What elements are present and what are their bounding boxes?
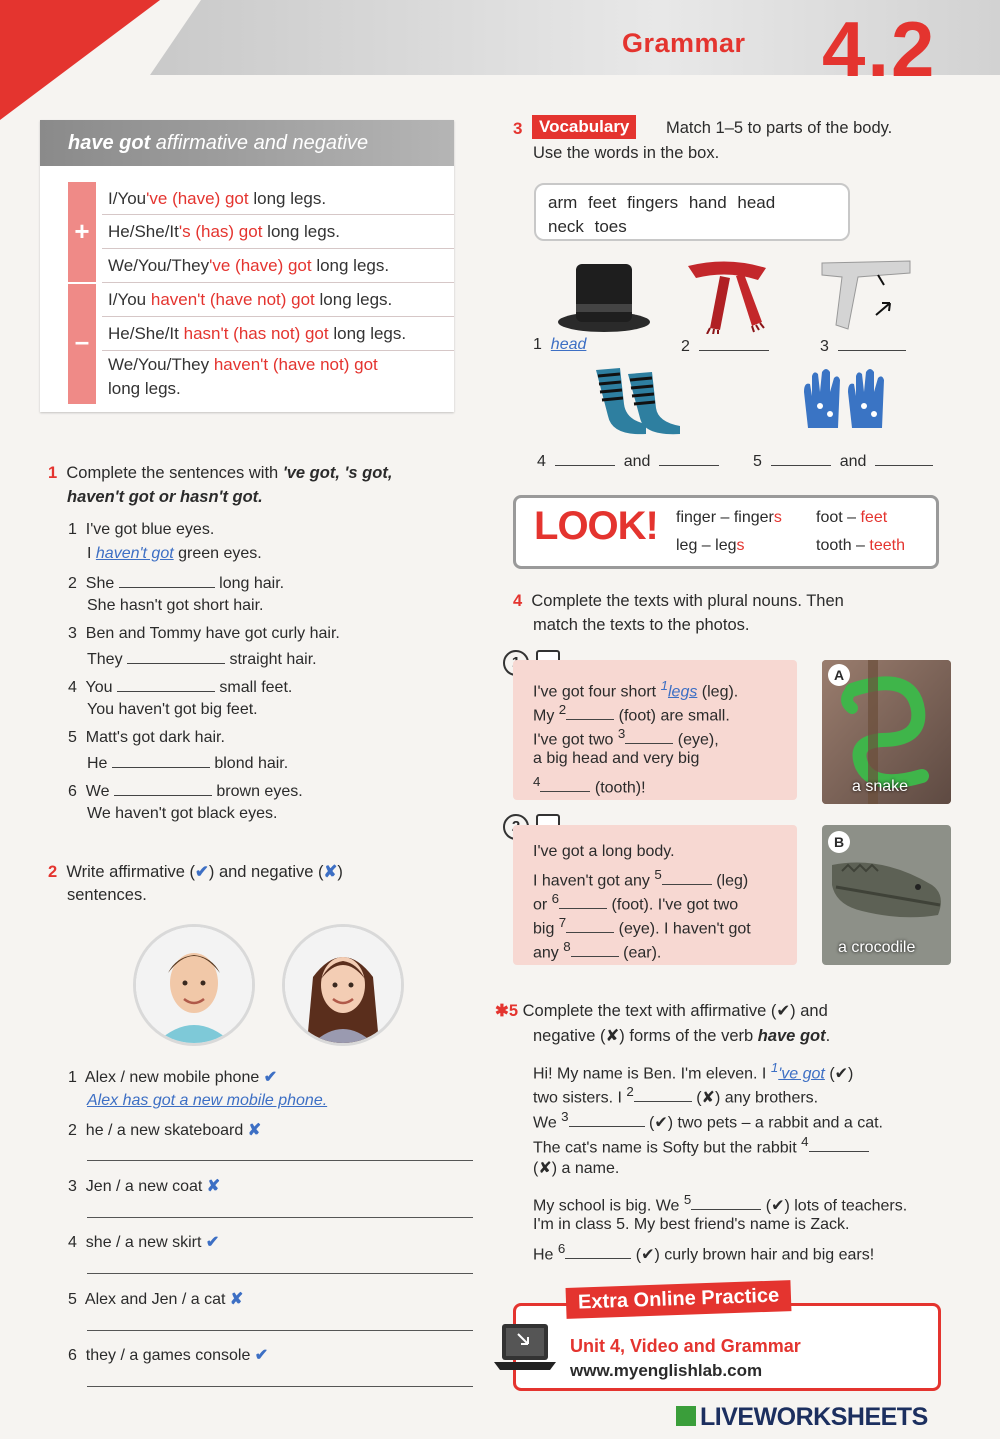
ex1-item-line: She hasn't got short hair.: [87, 597, 264, 614]
tick-icon: ✔: [263, 1069, 278, 1086]
grammar-row: He/She/It's (has) got long legs.: [102, 215, 454, 249]
text-line: $^4$ (tooth)!: [533, 774, 646, 797]
grammar-row: We/You/They haven't (have not) got long legs.: [108, 355, 378, 398]
answer-blank[interactable]: [117, 677, 215, 692]
ex2-item: 5 Alex and Jen / a cat ✘: [68, 1291, 244, 1308]
example-answer: Alex has got a new mobile phone.: [87, 1092, 328, 1109]
minus-icon: –: [74, 326, 90, 356]
ex1-item-line: He blond hair.: [87, 755, 289, 772]
ex3-label-3: 3: [820, 336, 906, 356]
text-line: The cat's name is Softy but the rabbit $^4$: [533, 1134, 869, 1157]
text-line: I've got four short $^1$legs (leg).: [533, 678, 739, 701]
cross-icon: ✘: [229, 1291, 244, 1308]
answer-blank[interactable]: [565, 1244, 631, 1259]
text-line: big $^7$ (eye). I haven't got: [533, 915, 751, 938]
grammar-box-title: have got affirmative and negative: [40, 120, 454, 166]
text-line: Hi! My name is Ben. I'm eleven. I $^1$'ve got (✔): [533, 1060, 854, 1083]
answer-line[interactable]: [87, 1217, 473, 1218]
text-line: I've got two $^3$ (eye),: [533, 726, 719, 749]
ex1-item-line: I haven't got green eyes.: [87, 545, 262, 562]
answer-blank[interactable]: [809, 1137, 869, 1152]
crocodile-photo: [822, 825, 951, 965]
text-line: I haven't got any $^5$ (leg): [533, 867, 749, 890]
star-icon: ✱: [495, 1002, 509, 1020]
affirmative-bar: [68, 182, 96, 282]
word-box: arm feet fingers hand head neck toes: [534, 183, 850, 241]
ex5-instruction-2: negative (✘) forms of the verb have got.: [533, 1027, 831, 1045]
ex4-instruction: 4 Complete the texts with plural nouns. Then: [513, 592, 844, 610]
look-plural: leg – legs: [676, 537, 745, 554]
answer-blank[interactable]: [119, 573, 215, 588]
top-hat-image: [556, 258, 652, 334]
avatar-girl: [282, 924, 404, 1046]
socks-image: [590, 364, 686, 436]
text-line: We $^3$ (✔) two pets – a rabbit and a cat.: [533, 1109, 883, 1132]
ex4-instruction-2: match the texts to the photos.: [533, 616, 750, 634]
ex3-instruction-2: Use the words in the box.: [533, 144, 720, 162]
ex1-item: 2 She long hair.: [68, 575, 285, 592]
grammar-row: We/You/They've (have) got long legs.: [102, 249, 454, 283]
example-answer: head: [550, 336, 587, 353]
grammar-row: I/You've (have) got long legs.: [102, 182, 454, 215]
answer-blank[interactable]: [634, 1087, 692, 1102]
ex3-label-4: 4 and: [537, 451, 719, 471]
example-answer: legs: [667, 683, 698, 701]
answer-blank[interactable]: [559, 894, 607, 909]
watermark: LIVEWORKSHEETS: [700, 1403, 928, 1431]
example-answer: haven't got: [95, 545, 174, 562]
unit-number: 4.2: [822, 5, 937, 93]
ex2-item: 1 Alex / new mobile phone ✔: [68, 1069, 278, 1086]
ex1-item: 3 Ben and Tommy have got curly hair.: [68, 625, 340, 642]
corner-decoration: [0, 0, 160, 120]
answer-blank[interactable]: [875, 451, 933, 466]
ex3-instruction: Match 1–5 to parts of the body.: [666, 119, 893, 137]
look-plural: foot – feet: [816, 509, 888, 526]
extra-practice-unit: Unit 4, Video and Grammar: [570, 1336, 801, 1356]
laptop-icon: [494, 1322, 556, 1374]
answer-line[interactable]: [87, 1273, 473, 1274]
ex2-item: 2 he / a new skateboard ✘: [68, 1122, 262, 1139]
text-line: My $^2$ (foot) are small.: [533, 702, 730, 725]
answer-line[interactable]: [87, 1330, 473, 1331]
tick-icon: ✔: [205, 1234, 220, 1251]
ex3-label-5: 5 and: [753, 451, 933, 471]
ex1-item-line: You haven't got big feet.: [87, 701, 258, 718]
ex2-instruction-2: sentences.: [67, 886, 147, 904]
photo-letter: A: [828, 664, 850, 686]
answer-blank[interactable]: [127, 649, 225, 664]
text-line: I'm in class 5. My best friend's name is Zack.: [533, 1216, 850, 1233]
answer-line[interactable]: [87, 1160, 473, 1161]
text-line: or $^6$ (foot). I've got two: [533, 891, 739, 914]
answer-blank[interactable]: [569, 1112, 645, 1127]
ex1-item: 5 Matt's got dark hair.: [68, 729, 225, 746]
answer-blank[interactable]: [625, 729, 673, 744]
answer-blank[interactable]: [566, 705, 614, 720]
ex1-instruction: 1 Complete the sentences with 've got, 's got,: [48, 464, 393, 482]
extra-practice-tag: Extra Online Practice: [566, 1280, 792, 1319]
ex1-item: 1 I've got blue eyes.: [68, 521, 215, 538]
ex3-label-1: 1 head: [533, 336, 603, 354]
text-line: (✘) a name.: [533, 1160, 620, 1177]
tick-icon: ✔: [254, 1347, 269, 1364]
text-line: any $^8$ (ear).: [533, 939, 662, 962]
text-line: I've got a long body.: [533, 843, 675, 860]
answer-blank[interactable]: [659, 451, 719, 466]
gloves-image: [800, 362, 896, 438]
ex2-instruction: 2 Write affirmative (✔) and negative (✘): [48, 863, 343, 881]
cross-icon: ✘: [247, 1122, 262, 1139]
ex1-item: 4 You small feet.: [68, 679, 293, 696]
avatar-boy: [133, 924, 255, 1046]
text-line: My school is big. We $^5$ (✔) lots of teachers.: [533, 1192, 908, 1215]
vocabulary-tag: Vocabulary: [532, 115, 636, 139]
grammar-box: [40, 120, 454, 412]
tick-icon: ✔: [195, 863, 209, 881]
cross-icon: ✘: [323, 863, 338, 881]
plus-icon: +: [74, 216, 90, 246]
answer-blank[interactable]: [691, 1195, 761, 1210]
answer-blank[interactable]: [699, 336, 769, 351]
answer-line[interactable]: [87, 1386, 473, 1387]
answer-blank[interactable]: [566, 918, 614, 933]
ex1-instruction-2: haven't got or hasn't got.: [67, 488, 263, 506]
ex1-item-line: They straight hair.: [87, 651, 317, 668]
answer-blank[interactable]: [771, 451, 831, 466]
ex1-item-line: We haven't got black eyes.: [87, 805, 278, 822]
ex1-item: 6 We brown eyes.: [68, 783, 303, 800]
text-line: He $^6$ (✔) curly brown hair and big ears!: [533, 1241, 875, 1264]
look-heading: LOOK!: [534, 504, 658, 548]
negative-bar: [68, 284, 96, 404]
ex2-item: 3 Jen / a new coat ✘: [68, 1178, 221, 1195]
answer-blank[interactable]: [571, 942, 619, 957]
answer-blank[interactable]: [555, 451, 615, 466]
look-plural: tooth – teeth: [816, 537, 905, 554]
ex2-item: 4 she / a new skirt ✔: [68, 1234, 220, 1251]
answer-blank[interactable]: [662, 870, 712, 885]
answer-blank[interactable]: [838, 336, 906, 351]
cross-icon: ✘: [206, 1178, 221, 1195]
ex3-number: 3: [513, 119, 523, 138]
ex3-label-2: 2: [681, 336, 769, 356]
grammar-row: He/She/It hasn't (has not) got long legs.: [102, 317, 454, 351]
photo-letter: B: [828, 831, 850, 853]
ex2-item: 6 they / a games console ✔: [68, 1347, 269, 1364]
answer-blank[interactable]: [114, 781, 212, 796]
text-line: two sisters. I $^2$ (✘) any brothers.: [533, 1084, 819, 1107]
look-box: [513, 495, 939, 569]
ex5-instruction: ✱5 Complete the text with affirmative (✔) and: [495, 1002, 828, 1020]
look-plural: finger – fingers: [676, 509, 782, 526]
scarf-image: [680, 256, 776, 334]
photo-caption: a snake: [852, 778, 909, 795]
text-line: a big head and very big: [533, 750, 700, 767]
trousers-image: [818, 255, 914, 335]
answer-blank[interactable]: [112, 753, 210, 768]
example-answer: 've got: [778, 1065, 825, 1083]
grammar-row: I/You haven't (have not) got long legs.: [102, 283, 454, 317]
liveworksheets-logo-icon: [676, 1406, 696, 1426]
extra-practice-link[interactable]: www.myenglishlab.com: [570, 1361, 763, 1380]
snake-photo: [822, 660, 951, 804]
photo-caption: a crocodile: [838, 939, 916, 956]
section-title: Grammar: [622, 28, 746, 58]
answer-blank[interactable]: [540, 777, 590, 792]
